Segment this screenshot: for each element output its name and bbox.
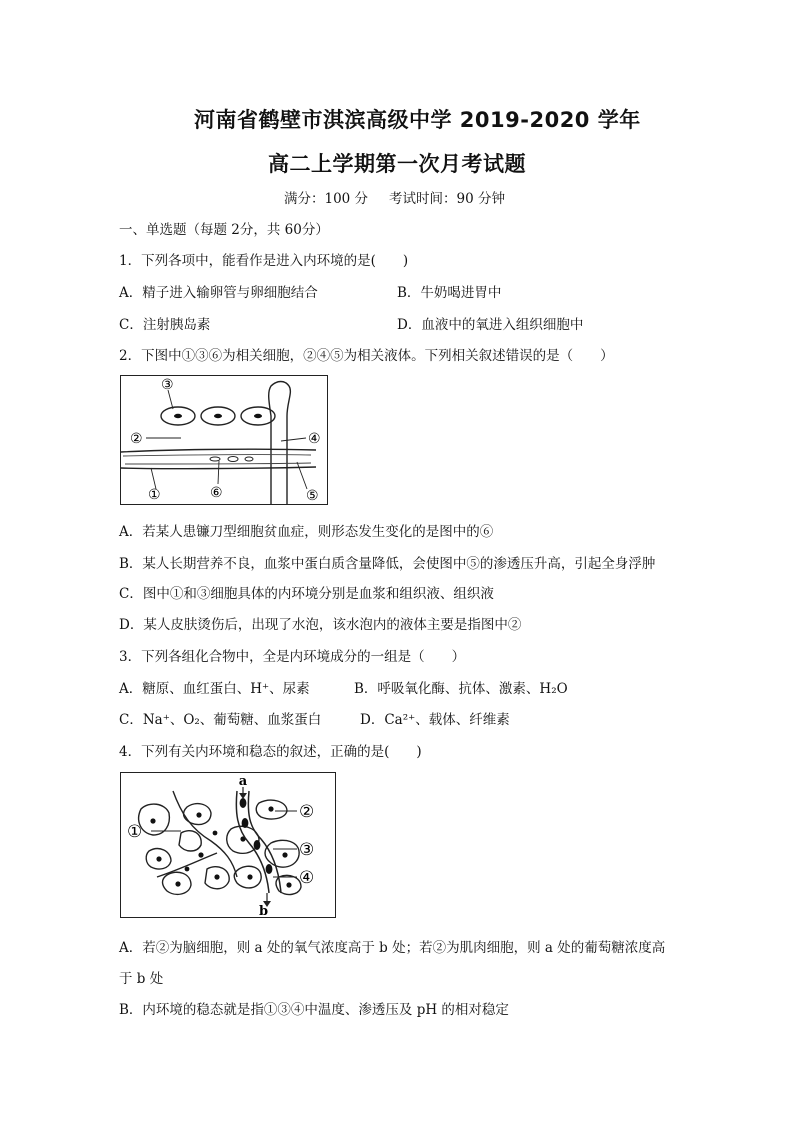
q4-label-a: a — [238, 774, 248, 789]
q2-label-4: ④ — [308, 431, 321, 447]
q1-option-a: A．精子进入输卵管与卵细胞结合 — [119, 285, 318, 301]
q2-option-d: D．某人皮肤烫伤后，出现了水泡，该水泡内的液体主要是指图中② — [119, 617, 522, 633]
exam-time: 考试时间：90 分钟 — [389, 191, 505, 207]
q2-option-a: A．若某人患镰刀型细胞贫血症，则形态发生变化的是图中的⑥ — [119, 524, 494, 540]
q4-label-b: b — [259, 904, 269, 917]
q3-stem: 3．下列各组化合物中，全是内环境成分的一组是（ ） — [119, 649, 466, 665]
q2-stem: 2．下图中①③⑥为相关细胞，②④⑤为相关液体。下列相关叙述错误的是（ ） — [119, 348, 614, 364]
q3-option-c: C．Na⁺、O₂、葡萄糖、血浆蛋白 — [119, 712, 322, 728]
capillary-diagram — [121, 773, 335, 917]
exam-score: 满分：100 分 — [284, 191, 369, 207]
q4-figure — [120, 772, 336, 918]
q2-label-3: ③ — [161, 377, 174, 393]
tissue-diagram — [121, 376, 327, 504]
page-title-line2: 高二上学期第一次月考试题 — [268, 152, 526, 176]
q3-option-a: A．糖原、血红蛋白、H⁺、尿素 — [119, 681, 310, 697]
q2-option-c: C．图中①和③细胞具体的内环境分别是血浆和组织液、组织液 — [119, 586, 494, 602]
q2-label-5: ⑤ — [306, 488, 319, 504]
q3-option-b: B．呼吸氧化酶、抗体、激素、H₂O — [354, 681, 568, 697]
q4-option-a-line1: A．若②为脑细胞，则 a 处的氧气浓度高于 b 处；若②为肌肉细胞，则 a 处的葡萄糖浓度高 — [119, 940, 666, 956]
page-title-line1: 河南省鹤壁市淇滨高级中学 2019-2020 学年 — [194, 108, 641, 132]
q4-option-a-line2: 于 b 处 — [119, 971, 164, 987]
q2-option-b: B．某人长期营养不良，血浆中蛋白质含量降低，会使图中⑤的渗透压升高，引起全身浮肿 — [119, 556, 656, 572]
q4-label-2: ② — [299, 802, 315, 822]
q2-figure — [120, 375, 328, 505]
section-heading: 一、单选题（每题 2分，共 60分） — [119, 222, 329, 238]
q1-stem: 1．下列各项中，能看作是进入内环境的是( ) — [119, 253, 409, 269]
q4-option-b: B．内环境的稳态就是指①③④中温度、渗透压及 pH 的相对稳定 — [119, 1002, 509, 1018]
q2-label-2: ② — [130, 431, 143, 447]
q1-option-b: B．牛奶喝进胃中 — [397, 285, 502, 301]
q1-option-c: C．注射胰岛素 — [119, 317, 211, 333]
q4-label-1: ① — [127, 822, 143, 842]
q4-label-4: ④ — [299, 868, 315, 888]
q2-label-1: ① — [148, 487, 161, 503]
q4-stem: 4．下列有关内环境和稳态的叙述，正确的是( ) — [119, 744, 422, 760]
q1-option-d: D．血液中的氧进入组织细胞中 — [397, 317, 584, 333]
q4-label-3: ③ — [299, 840, 315, 860]
q2-label-6: ⑥ — [210, 485, 223, 501]
q3-option-d: D．Ca²⁺、载体、纤维素 — [360, 712, 510, 728]
